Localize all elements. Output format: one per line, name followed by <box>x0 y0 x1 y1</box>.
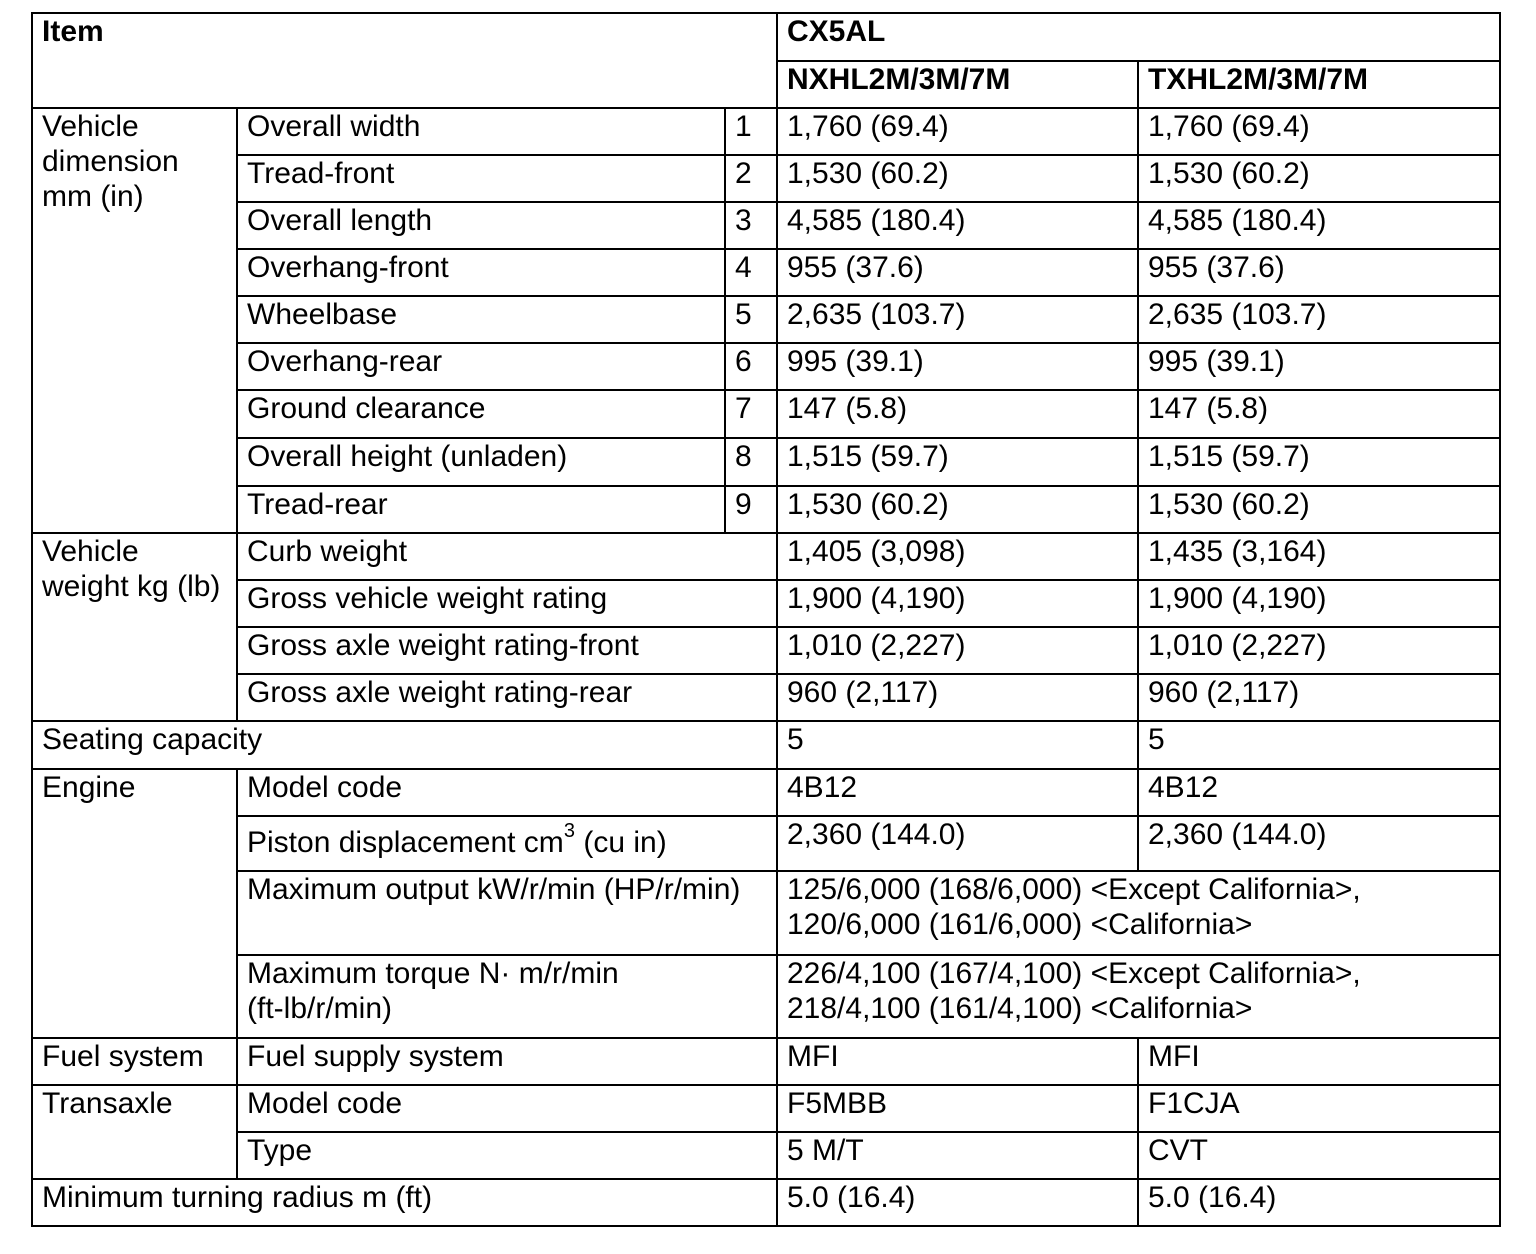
maximum-torque-label-line: Maximum torque N· m/r/min <box>247 957 619 990</box>
variant-txhl-header: TXHL2M/3M/7M <box>1139 62 1499 107</box>
overhang-front-number: 4 <box>726 250 776 295</box>
overhang-rear-txhl-value: 995 (39.1) <box>1139 344 1499 389</box>
overhang-rear-label: Overhang-rear <box>238 344 724 389</box>
fuel-supply-system-txhl-value: MFI <box>1139 1039 1499 1084</box>
tread-rear-txhl-value: 1,530 (60.2) <box>1139 487 1499 532</box>
seating-capacity-nxhl-value: 5 <box>778 722 1137 768</box>
wheelbase-label: Wheelbase <box>238 297 724 342</box>
fuel-supply-system-label: Fuel supply system <box>238 1039 776 1084</box>
specifications-table <box>31 12 1501 1227</box>
gross-axle-weight-rear-label: Gross axle weight rating-rear <box>238 675 776 720</box>
curb-weight-txhl-value: 1,435 (3,164) <box>1139 534 1499 579</box>
item-header: Item <box>33 14 776 107</box>
gross-axle-weight-front-nxhl-value: 1,010 (2,227) <box>778 628 1137 673</box>
overhang-front-txhl-value: 955 (37.6) <box>1139 250 1499 295</box>
transaxle-type-nxhl-value: 5 M/T <box>778 1133 1137 1178</box>
engine-model-code-label: Model code <box>238 770 776 815</box>
piston-displacement-nxhl-value: 2,360 (144.0) <box>778 817 1137 870</box>
turning-radius-txhl-value: 5.0 (16.4) <box>1139 1180 1499 1225</box>
seating-capacity-label: Seating capacity <box>33 722 776 768</box>
maximum-output-label: Maximum output kW/r/min (HP/r/min) <box>238 872 776 954</box>
maximum-output-value <box>778 872 1499 954</box>
curb-weight-nxhl-value: 1,405 (3,098) <box>778 534 1137 579</box>
tread-rear-label: Tread-rear <box>238 487 724 532</box>
overhang-front-label: Overhang-front <box>238 250 724 295</box>
variant-nxhl-header: NXHL2M/3M/7M <box>778 62 1137 107</box>
tread-front-label: Tread-front <box>238 156 724 201</box>
overall-height-txhl-value: 1,515 (59.7) <box>1139 439 1499 485</box>
overall-height-nxhl-value: 1,515 (59.7) <box>778 439 1137 485</box>
wheelbase-nxhl-value: 2,635 (103.7) <box>778 297 1137 342</box>
piston-displacement-unit: (cu in) <box>583 826 667 859</box>
gross-vehicle-weight-rating-txhl-value: 1,900 (4,190) <box>1139 581 1499 626</box>
transaxle-model-code-txhl-value: F1CJA <box>1139 1086 1499 1131</box>
transaxle-type-label: Type <box>238 1133 776 1178</box>
maximum-torque-label <box>238 956 776 1037</box>
transaxle-model-code-nxhl-value: F5MBB <box>778 1086 1137 1131</box>
overall-length-nxhl-value: 4,585 (180.4) <box>778 203 1137 248</box>
gross-axle-weight-front-label: Gross axle weight rating-front <box>238 628 776 673</box>
tread-front-txhl-value: 1,530 (60.2) <box>1139 156 1499 201</box>
tread-front-nxhl-value: 1,530 (60.2) <box>778 156 1137 201</box>
curb-weight-label: Curb weight <box>238 534 776 579</box>
overall-length-label: Overall length <box>238 203 724 248</box>
ground-clearance-txhl-value: 147 (5.8) <box>1139 391 1499 437</box>
transaxle-type-txhl-value: CVT <box>1139 1133 1499 1178</box>
overhang-rear-nxhl-value: 995 (39.1) <box>778 344 1137 389</box>
piston-displacement-name: Piston displacement cm <box>247 826 564 859</box>
maximum-output-value-line: 120/6,000 (161/6,000) <California> <box>787 908 1253 941</box>
vehicle-weight-label: Vehicle weight kg (lb) <box>33 534 236 720</box>
tread-rear-nxhl-value: 1,530 (60.2) <box>778 487 1137 532</box>
overhang-rear-number: 6 <box>726 344 776 389</box>
engine-label: Engine <box>33 770 236 1037</box>
overall-width-txhl-value: 1,760 (69.4) <box>1139 109 1499 154</box>
overall-length-txhl-value: 4,585 (180.4) <box>1139 203 1499 248</box>
overall-length-number: 3 <box>726 203 776 248</box>
maximum-torque-value-line: 218/4,100 (161/4,100) <California> <box>787 992 1253 1025</box>
gross-vehicle-weight-rating-label: Gross vehicle weight rating <box>238 581 776 626</box>
turning-radius-nxhl-value: 5.0 (16.4) <box>778 1180 1137 1225</box>
gross-axle-weight-rear-txhl-value: 960 (2,117) <box>1139 675 1499 720</box>
fuel-supply-system-nxhl-value: MFI <box>778 1039 1137 1084</box>
overall-width-label: Overall width <box>238 109 724 154</box>
ground-clearance-label: Ground clearance <box>238 391 724 437</box>
maximum-torque-value <box>778 956 1499 1037</box>
transaxle-model-code-label: Model code <box>238 1086 776 1131</box>
fuel-system-label: Fuel system <box>33 1039 236 1084</box>
overhang-front-nxhl-value: 955 (37.6) <box>778 250 1137 295</box>
transaxle-label: Transaxle <box>33 1086 236 1178</box>
gross-vehicle-weight-rating-nxhl-value: 1,900 (4,190) <box>778 581 1137 626</box>
gross-axle-weight-front-txhl-value: 1,010 (2,227) <box>1139 628 1499 673</box>
tread-rear-number: 9 <box>726 487 776 532</box>
piston-displacement-label <box>238 817 776 870</box>
seating-capacity-txhl-value: 5 <box>1139 722 1499 768</box>
model-header: CX5AL <box>778 14 1499 60</box>
ground-clearance-nxhl-value: 147 (5.8) <box>778 391 1137 437</box>
maximum-torque-label-line: (ft-lb/r/min) <box>247 992 392 1025</box>
maximum-torque-value-line: 226/4,100 (167/4,100) <Except California>, <box>787 957 1361 990</box>
ground-clearance-number: 7 <box>726 391 776 437</box>
piston-displacement-txhl-value: 2,360 (144.0) <box>1139 817 1499 870</box>
cubic-superscript: 3 <box>563 820 575 842</box>
engine-model-code-nxhl-value: 4B12 <box>778 770 1137 815</box>
wheelbase-number: 5 <box>726 297 776 342</box>
overall-height-number: 8 <box>726 439 776 485</box>
overall-height-label: Overall height (unladen) <box>238 439 724 485</box>
turning-radius-label: Minimum turning radius m (ft) <box>33 1180 776 1225</box>
overall-width-nxhl-value: 1,760 (69.4) <box>778 109 1137 154</box>
vehicle-dimension-label: Vehicle dimension mm (in) <box>33 109 236 532</box>
maximum-output-value-line: 125/6,000 (168/6,000) <Except California>, <box>787 873 1361 906</box>
wheelbase-txhl-value: 2,635 (103.7) <box>1139 297 1499 342</box>
gross-axle-weight-rear-nxhl-value: 960 (2,117) <box>778 675 1137 720</box>
tread-front-number: 2 <box>726 156 776 201</box>
engine-model-code-txhl-value: 4B12 <box>1139 770 1499 815</box>
overall-width-number: 1 <box>726 109 776 154</box>
